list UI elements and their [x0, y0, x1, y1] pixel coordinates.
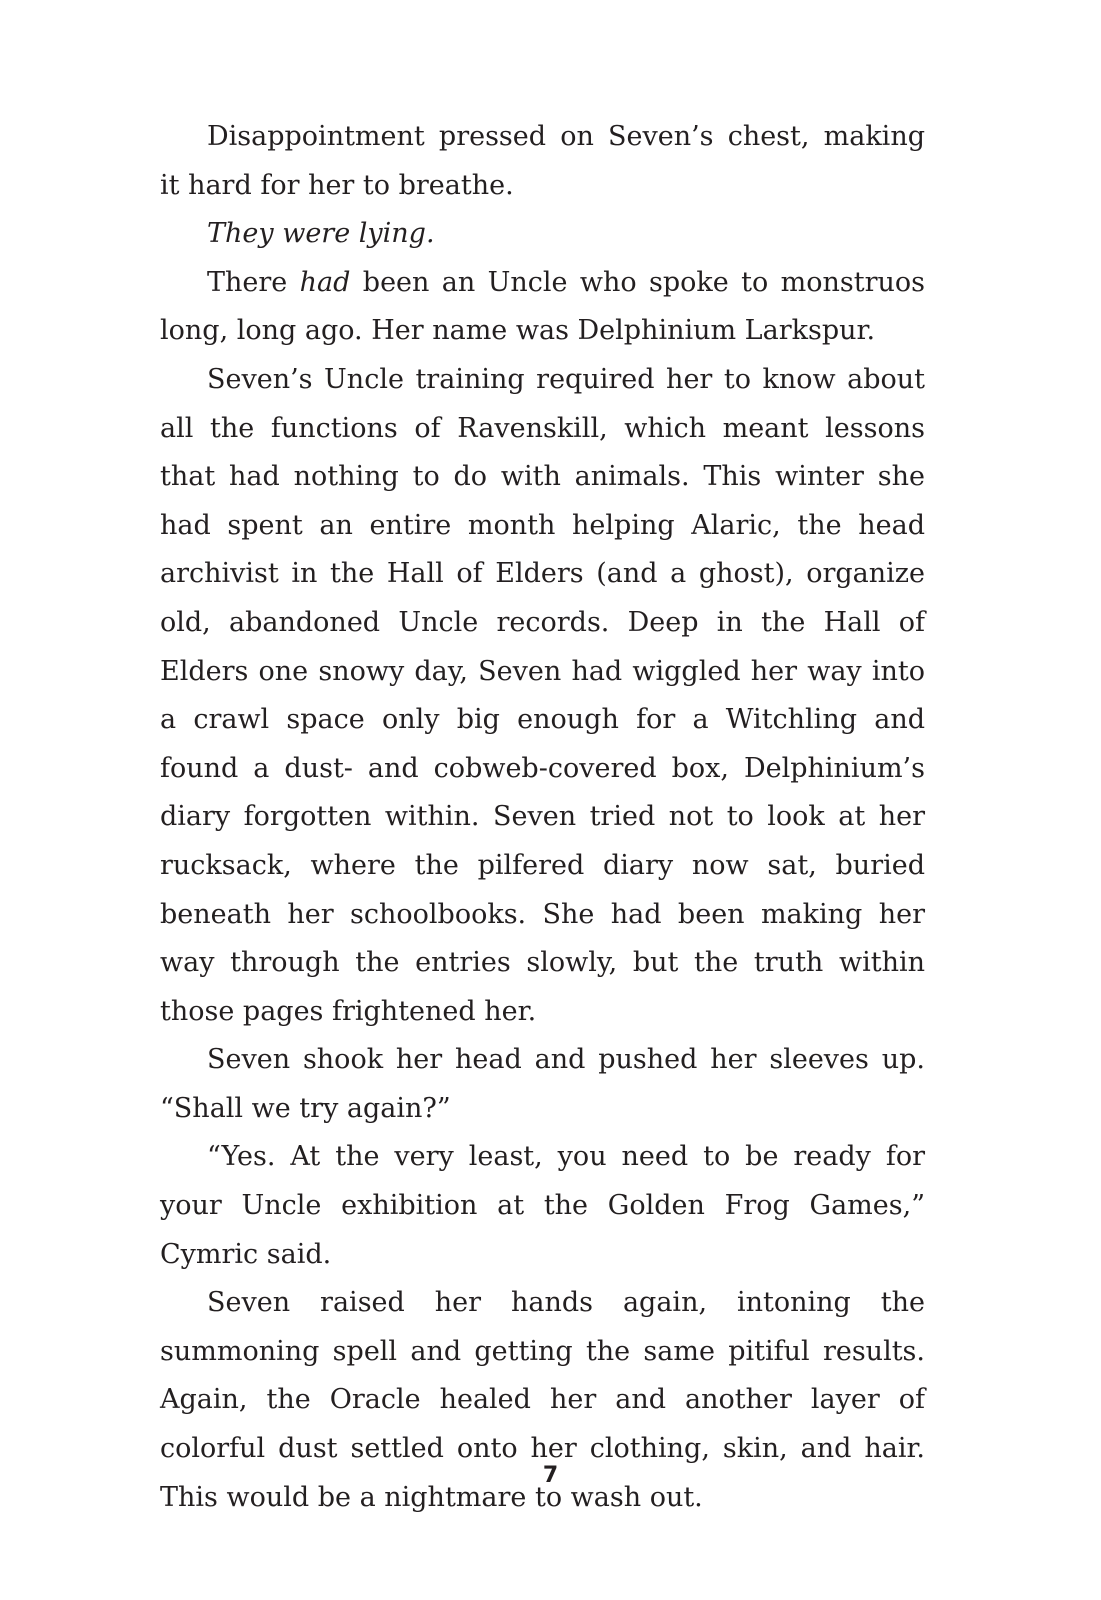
- paragraph-text: Seven raised her hands again, intoning the summoning spell and getting the same pitiful results. Again, the Oracle healed her and another layer of colorful dust settled onto her clothing, skin, and hair. This would be a nightmare to wash out.: [160, 1287, 925, 1513]
- paragraph-2: [160, 210, 925, 259]
- paragraph-italic-text: They were lying.: [207, 218, 435, 250]
- paragraph-text: Seven shook her head and pushed her sleeves up. “Shall we try again?”: [160, 1044, 925, 1124]
- paragraph-text: been an Uncle who spoke to monstruos long, long ago. Her name was Delphinium Larkspur.: [160, 266, 925, 347]
- paragraph-text: Seven’s Uncle training required her to know about all the functions of Ravenskill, which meant lessons that had nothing to do with animals. This winter she had spent an entire month helping Alaric, the head archivist in the Hall of Elders (and a ghost), organize old, abandoned Uncle records. Deep in the Hall of Elders one snowy day, Seven had wiggled her way into a crawl space only big enough for a Witchling and found a dust- and cobweb-covered box, Delphinium’s diary forgotten within. Seven tried not to look at her rucksack, where the pilfered diary now sat, buried beneath her schoolbooks. She had been making her way through the entries slowly, but the truth within those pages frightened her.: [160, 363, 925, 1027]
- paragraph-1: [160, 113, 925, 210]
- paragraph-text: There: [207, 266, 300, 298]
- paragraph-text: “Yes. At the very least, you need to be ready for your Uncle exhibition at the Golden Frog Games,” Cymric said.: [160, 1141, 925, 1270]
- paragraph-3: [160, 259, 925, 356]
- page-number: 7: [542, 1463, 559, 1488]
- paragraph-4: [160, 356, 925, 1036]
- paragraph-text: Disappointment pressed on Seven’s chest, making it hard for her to breathe.: [160, 121, 925, 201]
- paragraph-italic-text: had: [299, 266, 351, 298]
- paragraph-6: [160, 1133, 925, 1279]
- body-text: [160, 113, 925, 1522]
- paragraph-5: [160, 1036, 925, 1133]
